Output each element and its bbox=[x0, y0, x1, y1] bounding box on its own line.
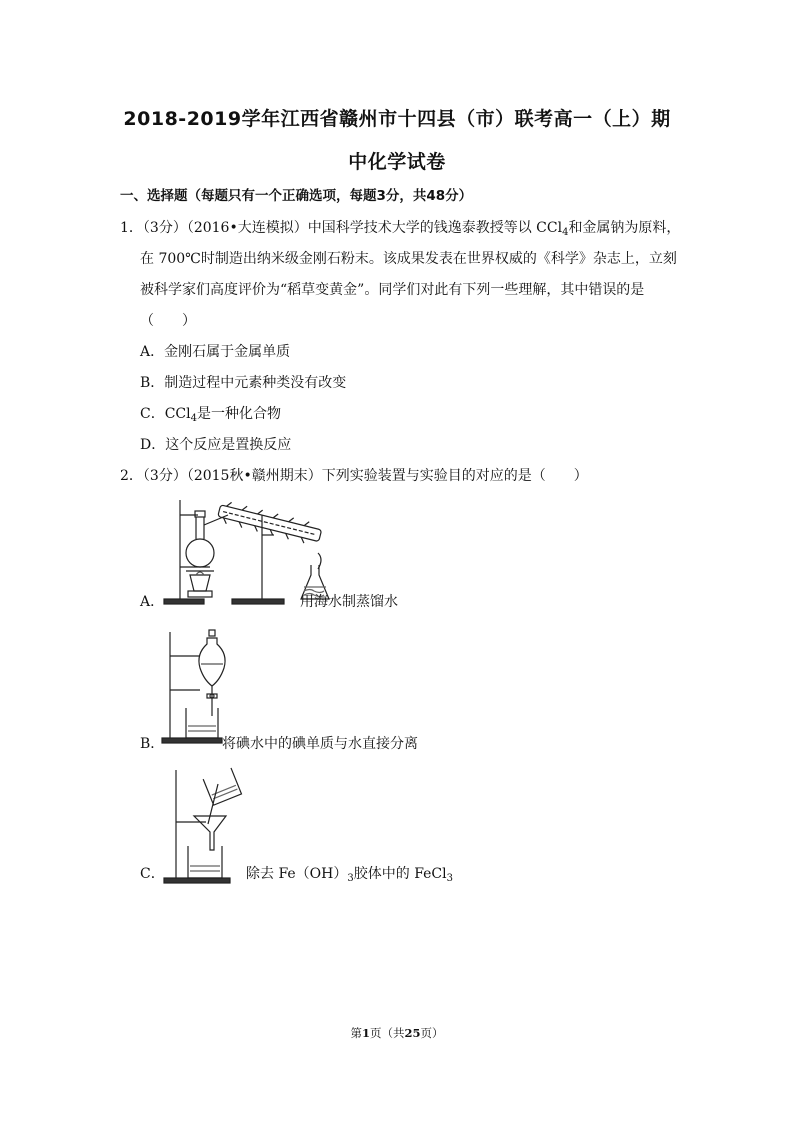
q1-option-c[interactable] bbox=[140, 404, 281, 424]
footer-page-number: 1 bbox=[361, 1026, 370, 1040]
q1-stem-text: 1．（3分）（2016•大连模拟）中国科学技术大学的钱逸泰教授等以 CCl bbox=[120, 220, 563, 236]
footer-suffix: 页） bbox=[420, 1026, 444, 1040]
q1-option-a[interactable]: A．金刚石属于金属单质 bbox=[140, 344, 291, 360]
q1-option-c-text: C．CCl bbox=[140, 406, 191, 422]
q2-option-c-subscript-1: 3 bbox=[347, 873, 354, 884]
q1-answer-blank: （ ） bbox=[140, 313, 196, 329]
page-footer bbox=[0, 1025, 794, 1041]
q1-option-d[interactable]: D．这个反应是置换反应 bbox=[140, 437, 292, 453]
page-title-line-1: 2018-2019学年江西省赣州市十四县（市）联考高一（上）期 bbox=[123, 108, 671, 130]
q2-option-b-text[interactable]: 将碘水中的碘单质与水直接分离 bbox=[222, 736, 418, 752]
q1-option-c-subscript: 4 bbox=[190, 413, 197, 424]
q1-stem-line-1 bbox=[120, 218, 680, 238]
q2-option-b-letter[interactable]: B． bbox=[140, 736, 165, 752]
q2-option-a-text[interactable]: 用海水制蒸馏水 bbox=[300, 594, 398, 610]
section-heading: 一、选择题（每题只有一个正确选项，每题3分，共48分） bbox=[120, 188, 473, 204]
q1-subscript: 4 bbox=[562, 227, 569, 238]
q2-option-a-letter[interactable]: A． bbox=[140, 594, 165, 610]
footer-total-pages: 25 bbox=[404, 1026, 421, 1040]
q2-option-c-text[interactable] bbox=[246, 864, 453, 884]
q1-stem-line-3: 被科学家们高度评价为“稻草变黄金”。同学们对此有下列一些理解，其中错误的是 bbox=[140, 282, 645, 298]
q2-stem: 2．（3分）（2015秋•赣州期末）下列实验装置与实验目的对应的是（ ） bbox=[120, 468, 588, 484]
q1-stem-text-cont: 和金属钠为原料， bbox=[568, 220, 681, 236]
q1-option-c-text-cont: 是一种化合物 bbox=[197, 406, 281, 422]
page-title-line-2: 中化学试卷 bbox=[348, 151, 446, 173]
q1-option-b[interactable]: B．制造过程中元素种类没有改变 bbox=[140, 375, 347, 391]
filtration-apparatus-diagram bbox=[160, 766, 244, 888]
q1-stem-line-2: 在 700℃时制造出纳米级金刚石粉末。该成果发表在世界权威的《科学》杂志上，立刻 bbox=[140, 251, 677, 267]
footer-prefix: 第 bbox=[350, 1026, 362, 1040]
separatory-funnel-diagram bbox=[160, 628, 232, 750]
q2-option-c-text-part1: 除去 Fe（OH） bbox=[246, 866, 348, 882]
footer-middle: 页（共 bbox=[370, 1026, 405, 1040]
q2-option-c-subscript-2: 3 bbox=[446, 873, 453, 884]
q2-option-c-letter[interactable]: C． bbox=[140, 866, 165, 882]
q2-option-c-text-part2: 胶体中的 FeCl bbox=[353, 866, 447, 882]
